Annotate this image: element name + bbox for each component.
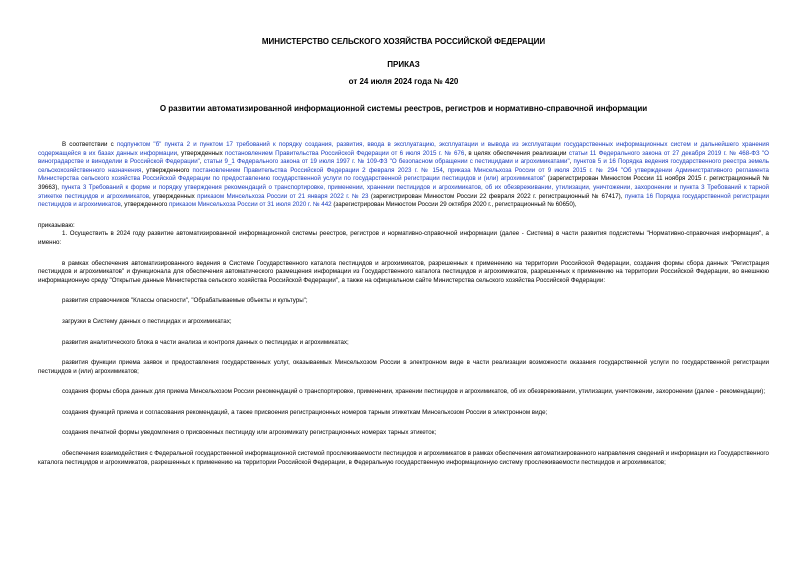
order-word: приказываю: xyxy=(38,221,75,229)
preamble-paragraph xyxy=(38,141,769,210)
text: , утвержденного xyxy=(120,201,170,209)
reference-link[interactable]: подпунктом "б" пункта 2 и пунктом 17 требований к порядку создания, развития, ввода в эксплуатацию, эксплуатации и вывода из эксплуатации государственных информационных систем и дальнейшего хранения содержащейся в их базах данных информации xyxy=(38,141,770,157)
text: , утвержденных xyxy=(149,192,198,200)
text: , в целях обеспечения реализации xyxy=(464,149,569,157)
text: , утвержденного xyxy=(141,166,193,174)
text: , xyxy=(569,158,574,166)
list-item: создания функций приема и согласования рекомендаций, а также присвоения регистрационных номеров тарным этикеткам Минсельхозом России в электронном виде; xyxy=(62,408,548,416)
reference-link[interactable]: пункта 16 Порядка государственной регистрации пестицидов и агрохимикатов xyxy=(38,192,769,209)
reference-link[interactable]: приказа Минсельхоза России от 9 июля 2015 г. № 294 "Об утверждении Административного регламента Министерства сельского хозяйства Российской Федерации по предоставлению государственной услуги по государственной регистрации пестицидов и (или) агрохимикатов" xyxy=(38,166,769,183)
list-item: создания печатной формы уведомления о присвоенных пестициду или агрохимикату регистрационных номерах тарных этикеток; xyxy=(62,429,437,437)
text: , утвержденных xyxy=(177,149,226,157)
doc-type: ПРИКАЗ xyxy=(387,60,420,69)
text: , xyxy=(199,158,204,166)
reference-link[interactable]: приказом Минсельхоза России от 31 июля 2020 г. № 442 xyxy=(169,201,332,209)
reference-link[interactable]: статьи 11 Федерального закона от 27 декабря 2019 г. № 468-ФЗ "О виноградарстве и виноделии в Российской Федерации" xyxy=(38,149,769,166)
list-item: развития функции приема заявок и предоставления государственных услуг, оказываемых Минсельхозом России в электронном виде в части реализации возможности оказания государственной услуги по государственной регистрации пестицидов и (или) агрохимикатов; xyxy=(38,359,769,375)
text: (зарегистрирован Минюстом России 22 февраля 2022 г. регистрационный № 67417), xyxy=(368,192,625,200)
doc-title: О развитии автоматизированной информационной системы реестров, регистров и нормативно-справочной информации xyxy=(159,104,648,113)
text: , xyxy=(442,166,448,174)
list-item: развития справочников "Классы опасности", "Обрабатываемые объекты и культуры"; xyxy=(62,297,308,305)
reference-link[interactable]: постановлением Правительства Российской Федерации 2 февраля 2023 г. № 154 xyxy=(192,166,443,174)
reference-link[interactable]: статьи 9_1 Федерального закона от 19 июля 1997 г. № 109-ФЗ "О безопасном обращении с пестицидами и агрохимикатами" xyxy=(203,158,570,166)
document-body xyxy=(38,141,769,467)
item-1-intro: в рамках обеспечения автоматизированного ведения в Системе Государственного каталога пестицидов и агрохимикатов, разрешенных к применению на территории Российской Федерации, создания формы сбора данных "Регистрация пестицидов и агрохимикатов" и функционала для обеспечения автоматического размещения информации из Государственного каталога пестицидов и агрохимикатов, разрешенных к применению на территории Российской Федерации, во внешнюю информационную среду "Открытые данные Министерства сельского хозяйства Российской Федерации", а также на официальном сайте Министерства сельского хозяйства Российской Федерации: xyxy=(38,259,769,284)
reference-link[interactable]: пунктов 5 и 16 Порядка ведения государственного реестра земель сельскохозяйственного назначения xyxy=(38,158,769,174)
text: (зарегистрирован Минюстом России 29 октября 2020 г., регистрационный № 60650), xyxy=(331,201,577,209)
list-item: загрузки в Систему данных о пестицидах и агрохимикатах; xyxy=(62,317,232,325)
ministry-name: МИНИСТЕРСТВО СЕЛЬСКОГО ХОЗЯЙСТВА РОССИЙСКОЙ ФЕДЕРАЦИИ xyxy=(261,37,546,46)
doc-date-number: от 24 июля 2024 года № 420 xyxy=(348,77,459,86)
text: В соответствии с xyxy=(62,141,117,148)
reference-link[interactable]: постановлением Правительства Российской Федерации от 6 июля 2015 г. № 676 xyxy=(225,149,465,157)
item-1: 1. Осуществить в 2024 году развитие автоматизированной информационной системы реестров, регистров и нормативно-справочной информации (далее - Система) в части развития подсистемы "Нормативно-справочная информация", а именно: xyxy=(38,230,769,246)
list-item: обеспечения взаимодействия с Федеральной государственной информационной системой прослеживаемости пестицидов и агрохимикатов в рамках обеспечения автоматизированного направления сведений и информации из Государственного каталога пестицидов и агрохимикатов, разрешенных к применению на территории Российской Федерации, в Федеральную государственную информационную систему прослеживаемости пестицидов и агрохимикатов; xyxy=(38,450,769,466)
text: (зарегистрирован Минюстом России 11 ноября 2015 г. регистрационный № 39663), xyxy=(38,175,769,191)
list-item: создания формы сбора данных для приема Минсельхозом России рекомендаций о транспортировке, применении, хранении пестицидов и агрохимикатов, об их обезвреживании, утилизации, уничтожении, захоронении (далее - рекомендации); xyxy=(62,388,766,396)
list-item: развития аналитического блока в части анализа и контроля данных о пестицидах и агрохимикатах; xyxy=(62,338,349,346)
reference-link[interactable]: приказом Минсельхоза России от 21 января 2022 г. № 23 xyxy=(197,192,369,200)
reference-link[interactable]: пункта 3 Требований к форме и порядку утверждения рекомендаций о транспортировке, применении, хранении пестицидов и агрохимикатов, об их обезвреживании, утилизации, уничтожении, захоронении и пункта 3 Требований к тарной этикетке пестицидов и агрохимикатов xyxy=(38,183,769,200)
